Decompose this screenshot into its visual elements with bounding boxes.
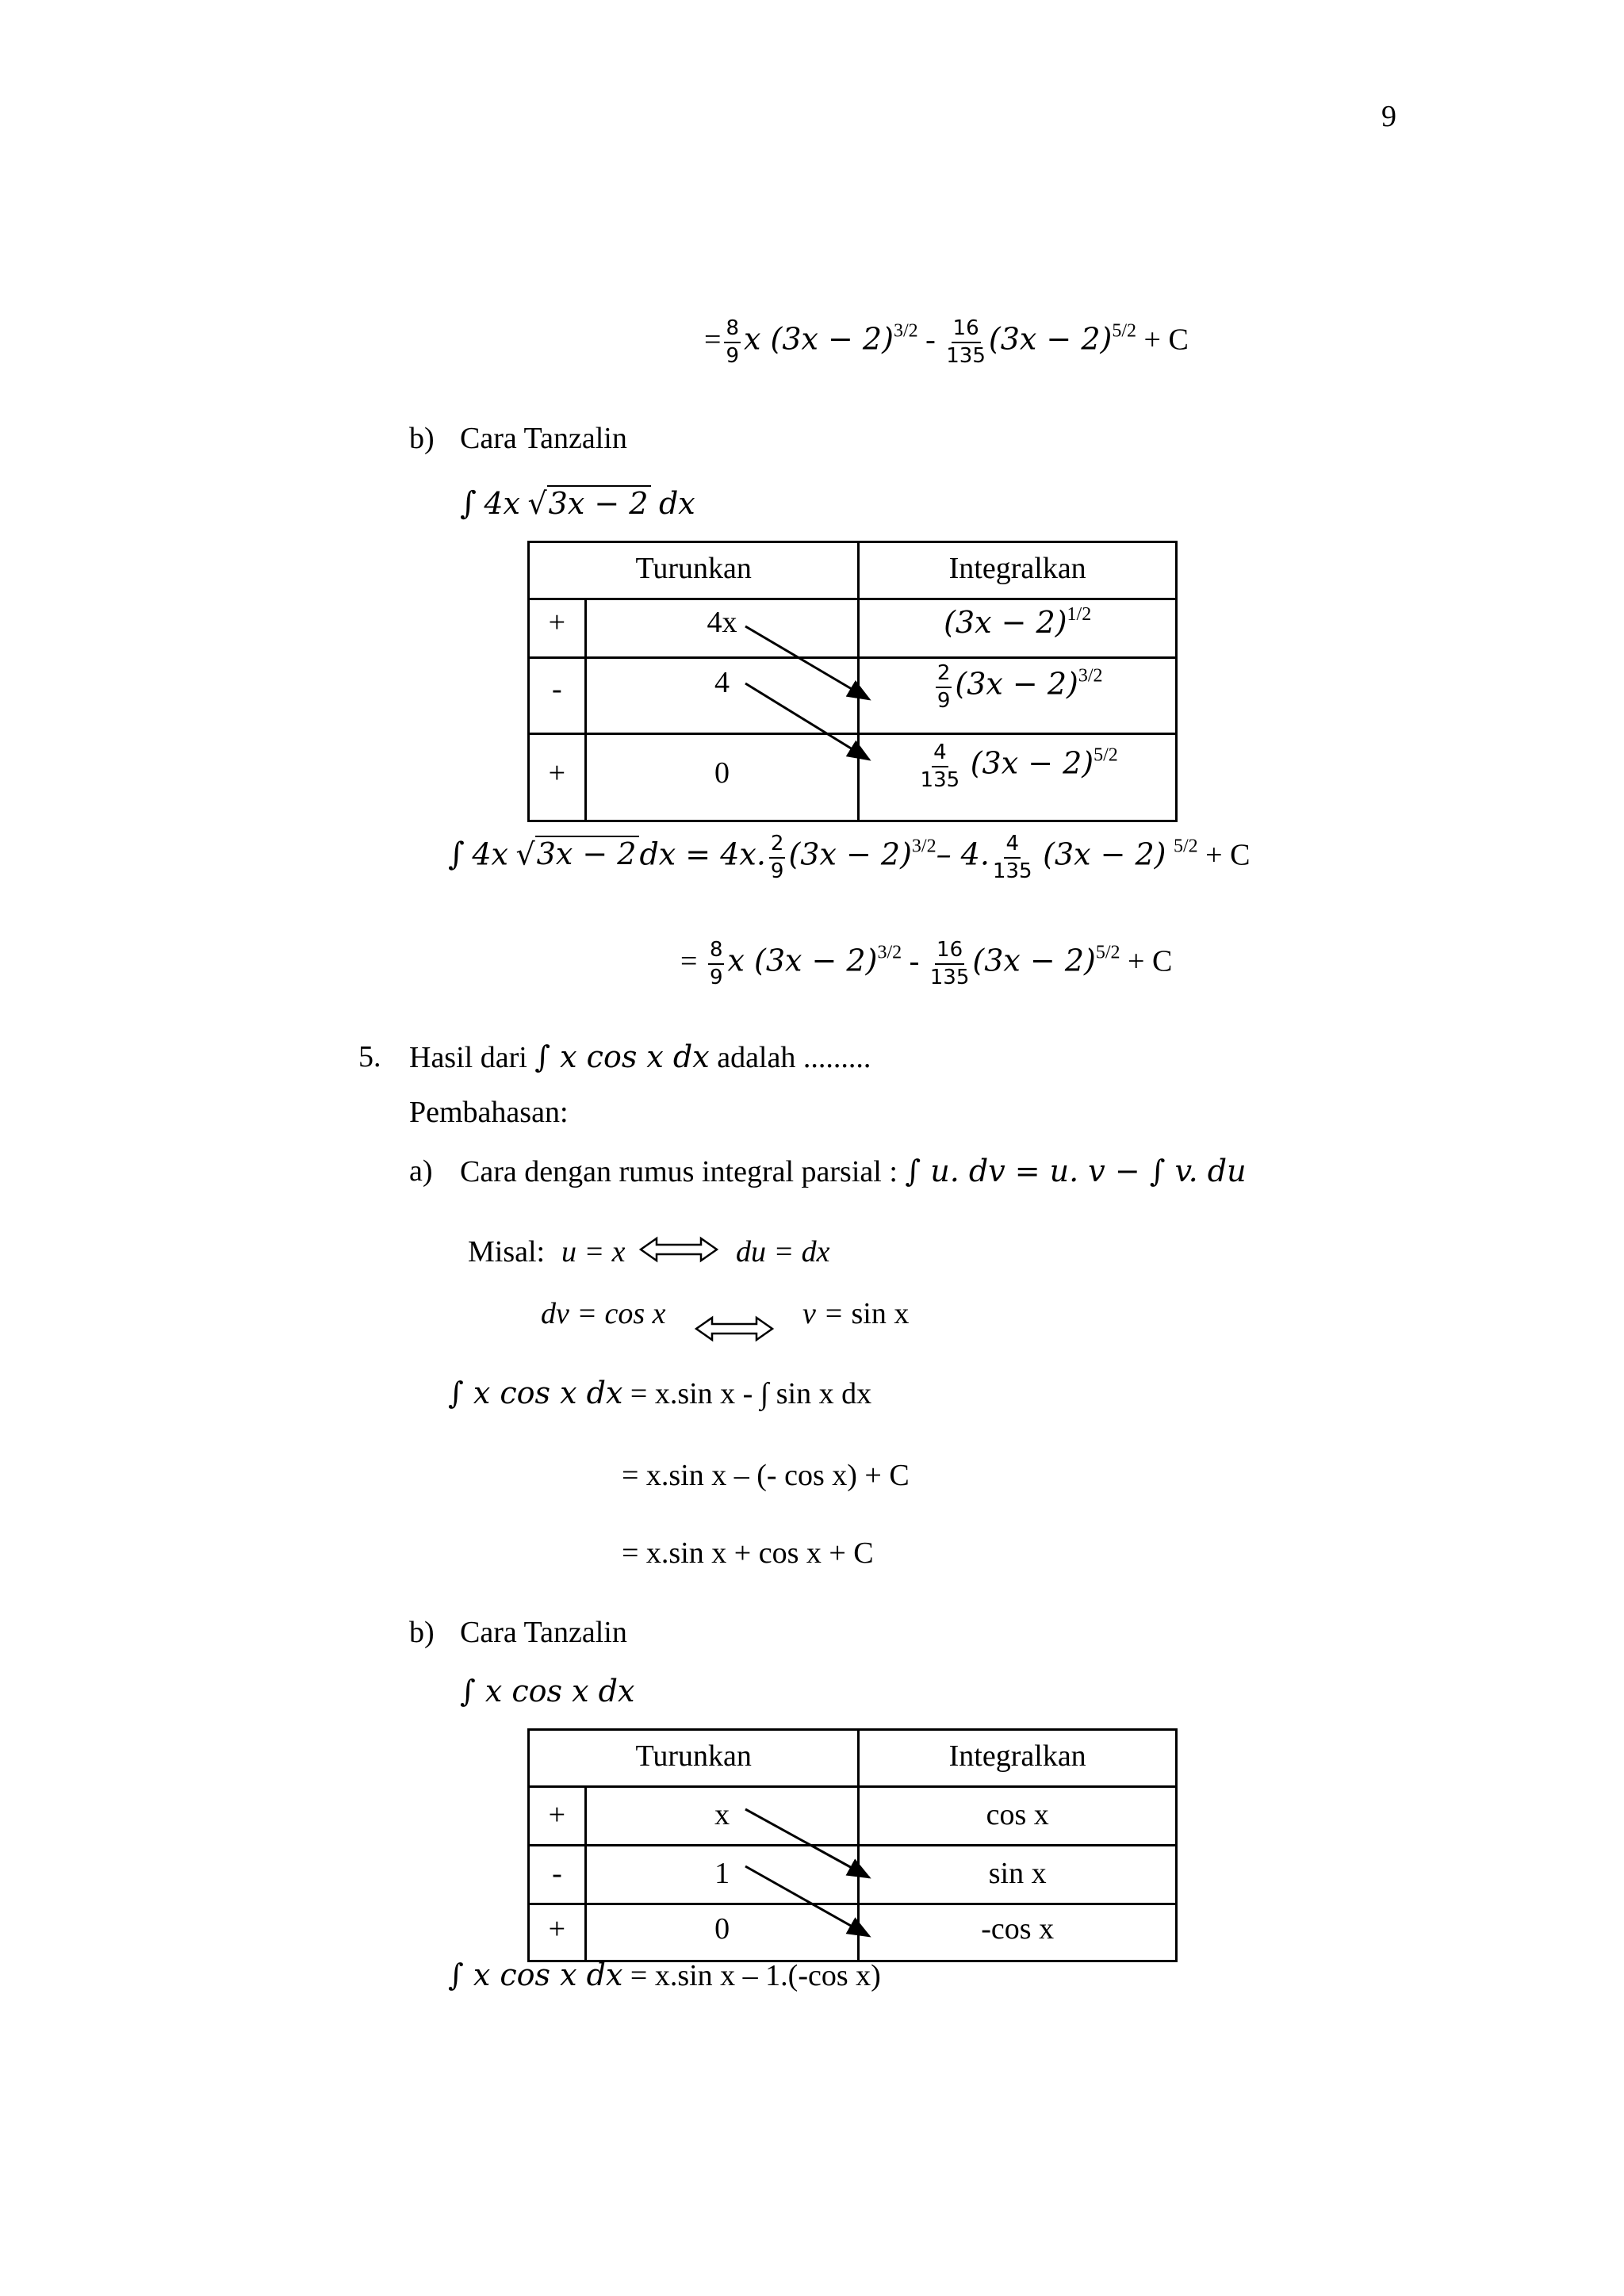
top-result-equation: = $\frac{8}{9}$ x $(3x - 2)^{3/2}$ - $\frac{16}{135}$ $(3x - 2)^{5/2} + C$	[704, 316, 1189, 368]
result-equation: ∫ 4x √3x − 2 dx = 4x. $\frac{2}{9}$ $(3x - 2)^{3/2}-$ 4. $\frac{4}{135}$ (3x − 2) $^{5/2}$ + C	[448, 832, 1251, 883]
derivative-cell: 4	[585, 658, 859, 734]
derivative-cell: 4x	[585, 599, 859, 658]
derivative-cell: 0	[585, 734, 859, 821]
sign-cell: +	[529, 599, 586, 658]
sign-cell: +	[529, 1904, 586, 1961]
integral-cell: sin x	[859, 1846, 1177, 1904]
sign-cell: +	[529, 1787, 586, 1846]
sign-cell: -	[529, 658, 586, 734]
step-line-2: = x.sin x – (- cos x) + C	[622, 1459, 910, 1492]
header-turunkan: Turunkan	[529, 1730, 859, 1787]
question-text: Hasil dari ∫ x cos x dx adalah .........	[409, 1039, 871, 1074]
step-line-3: = x.sin x + cos x + C	[622, 1536, 874, 1570]
fraction: $\frac{16}{135}$	[946, 316, 986, 368]
question-number: 5.	[358, 1040, 381, 1073]
section-title: Cara Tanzalin	[460, 422, 627, 455]
part-b-label: b)	[409, 1616, 435, 1649]
misal-label: Misal:	[468, 1235, 546, 1269]
integral-cell: $(3x - 2)^{1/2}$	[859, 599, 1177, 658]
fraction: $\frac{8}{9}$	[726, 316, 739, 368]
final-equation: ∫ x cos x dx = x.sin x – 1.(-cos x)	[448, 1957, 881, 1992]
part-a-label: a)	[409, 1154, 433, 1188]
discussion-label: Pembahasan:	[409, 1096, 569, 1129]
misal-v: v = sin x	[802, 1297, 910, 1330]
header-integralkan: Integralkan	[859, 542, 1177, 599]
page-number: 9	[1381, 100, 1396, 133]
integral-cell: $\frac{2}{9}$ $(3x - 2)^{3/2}$	[859, 658, 1177, 734]
derivative-cell: 0	[585, 1904, 859, 1961]
header-integralkan: Integralkan	[859, 1730, 1177, 1787]
integral-expression: ∫ x cos x dx	[460, 1674, 635, 1709]
section-label: b)	[409, 422, 435, 455]
part-b-title: Cara Tanzalin	[460, 1616, 627, 1649]
arrow	[745, 1809, 869, 1877]
integral-cell: -cos x	[859, 1904, 1177, 1961]
part-a-text: Cara dengan rumus integral parsial : ∫ u. dv = u. v − ∫ v. du	[460, 1154, 1247, 1188]
header-turunkan: Turunkan	[529, 542, 859, 599]
integral-cell: $\frac{4}{135}$ $(3x - 2)^{5/2}$	[859, 734, 1177, 821]
sign-cell: -	[529, 1846, 586, 1904]
step-line-1: ∫ x cos x dx = x.sin x - ∫ sin x dx	[448, 1376, 872, 1410]
misal-du: du = dx	[736, 1235, 830, 1269]
derivative-cell: x	[585, 1787, 859, 1846]
integral-cell: cos x	[859, 1787, 1177, 1846]
misal-u: u = x	[561, 1235, 626, 1269]
arrow	[745, 1866, 869, 1936]
misal-dv: dv = cos x	[541, 1297, 666, 1330]
result-equation-simplified: = $\frac{8}{9}$ x $(3x - 2)^{3/2}$ - $\frac{16}{135}$ $(3x - 2)^{5/2} + C$	[680, 938, 1173, 989]
sign-cell: +	[529, 734, 586, 821]
derivative-cell: 1	[585, 1846, 859, 1904]
integral-expression: ∫ 4x √3x − 2 dx	[460, 485, 695, 522]
